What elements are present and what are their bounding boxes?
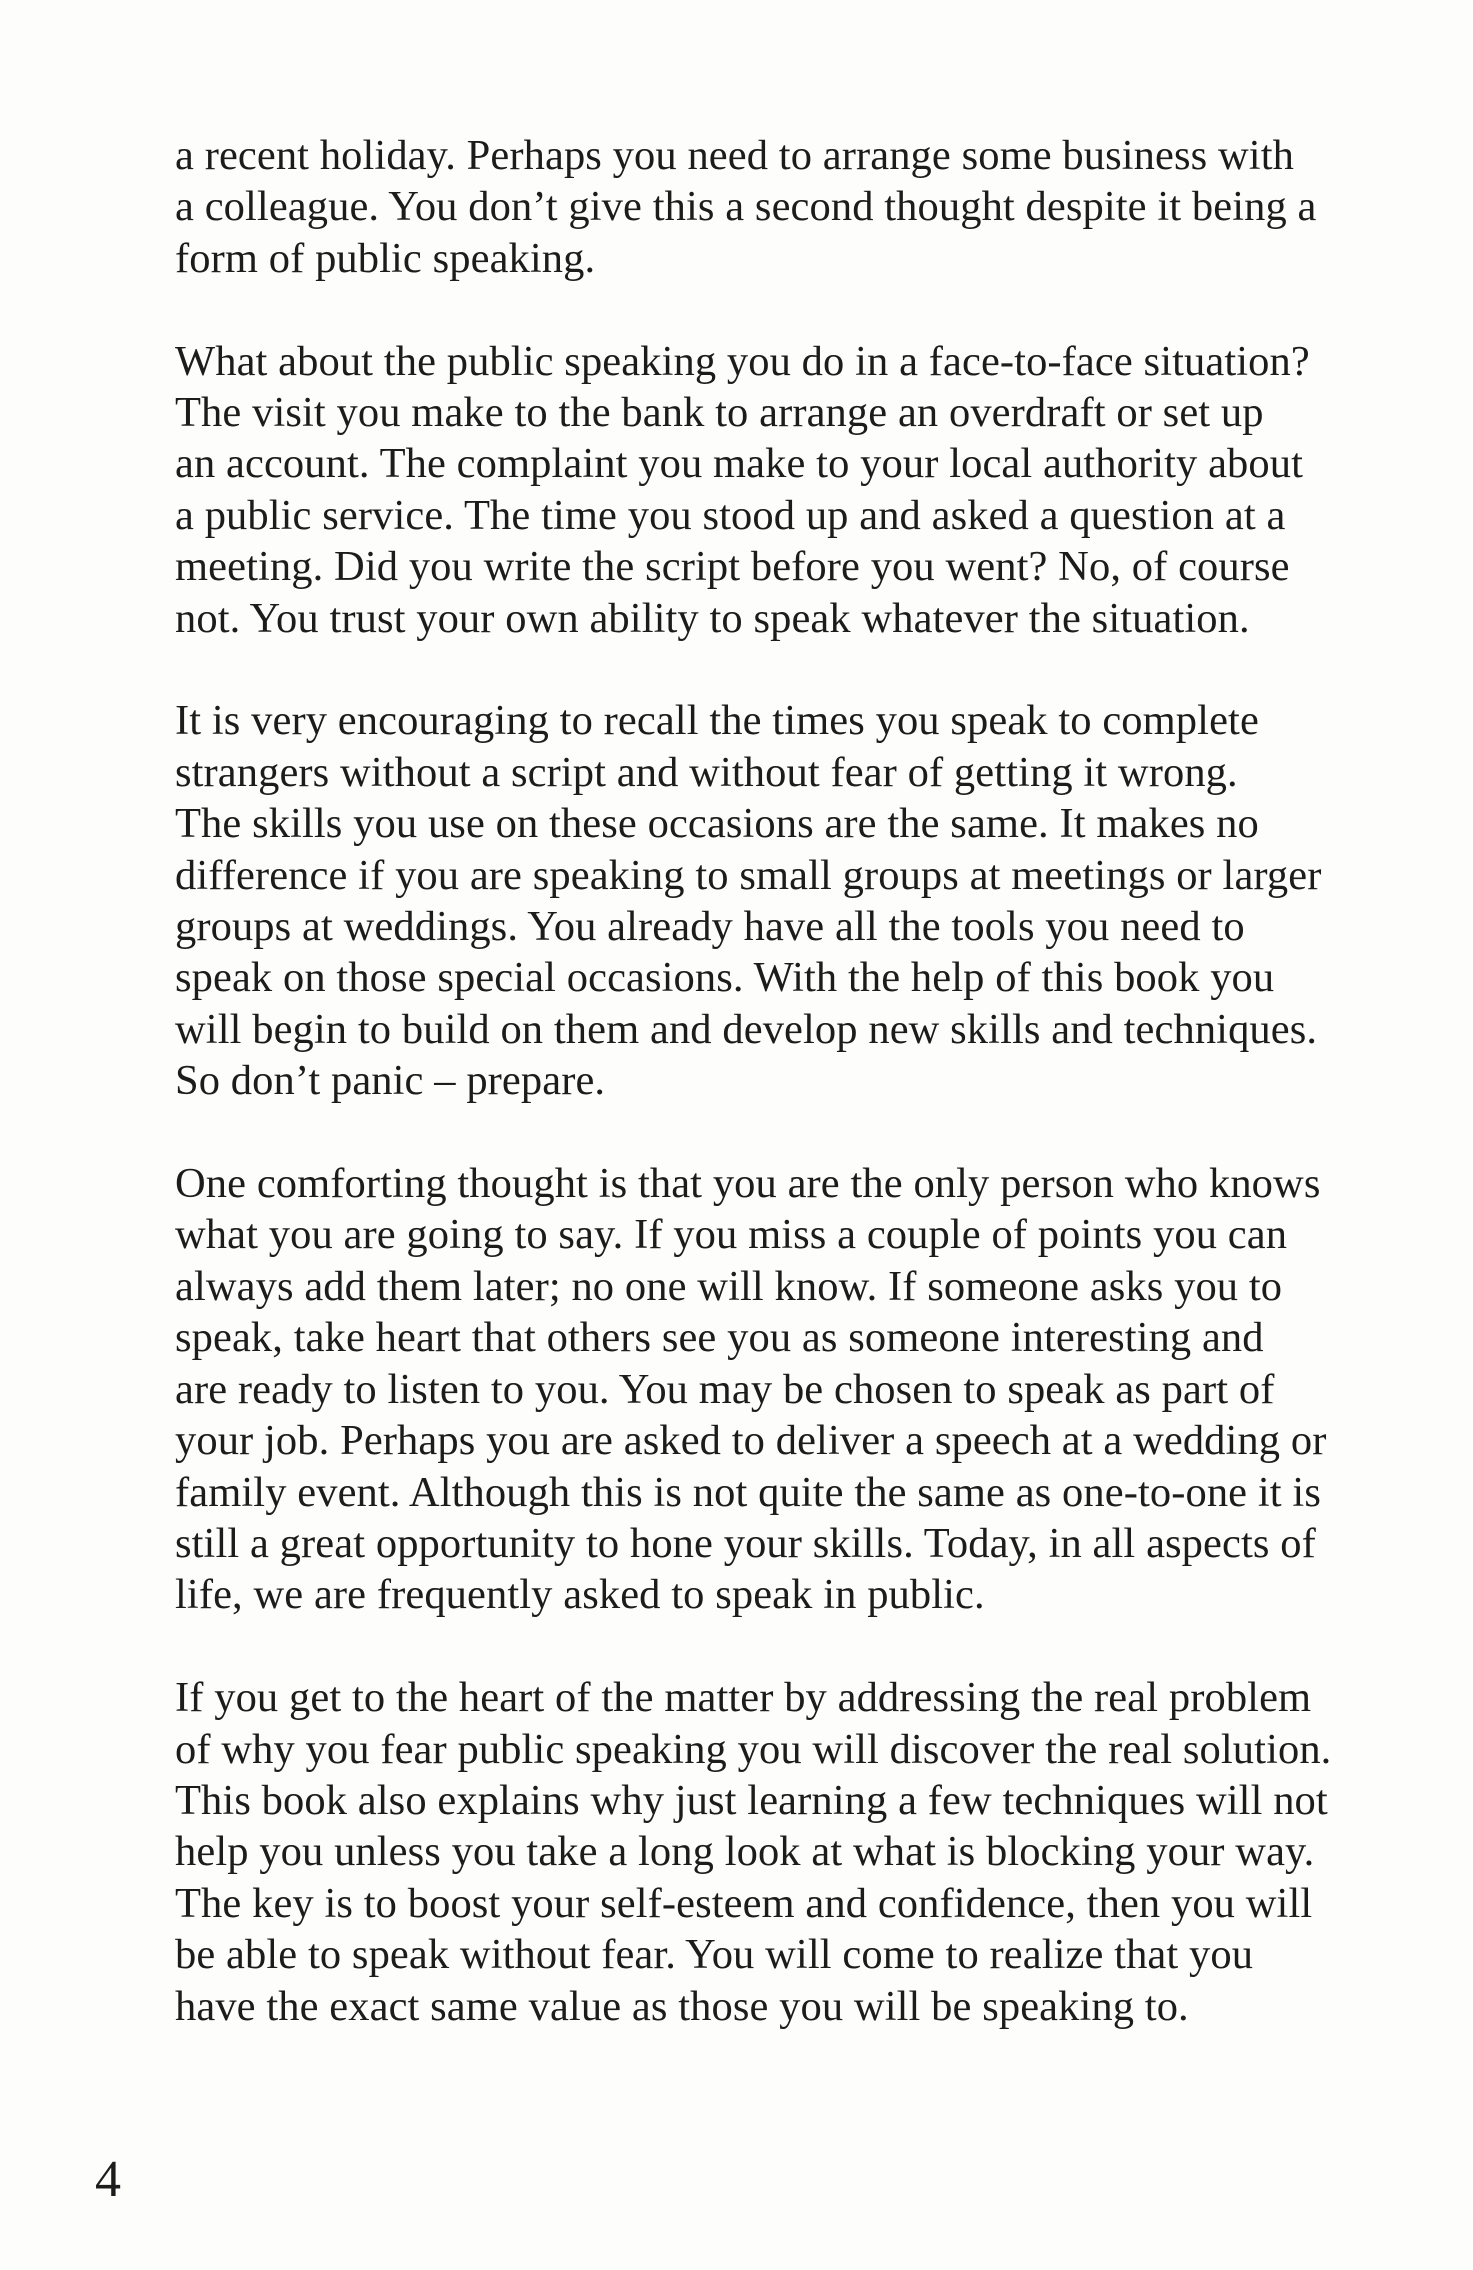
text-line: So don’t panic – prepare. — [175, 1057, 606, 1105]
text-line: an account. The complaint you make to your local authority about — [175, 440, 1304, 488]
text-line: be able to speak without fear. You will come to realize that you — [175, 1931, 1254, 1979]
text-line: family event. Although this is not quite the same as one-to-one it is — [175, 1468, 1321, 1516]
text-line: What about the public speaking you do in a face-to-face situation? — [175, 337, 1310, 385]
text-line: strangers without a script and without fear of getting it wrong. — [175, 748, 1238, 796]
text-line: One comforting thought is that you are the only person who knows — [175, 1160, 1321, 1208]
text-line: your job. Perhaps you are asked to deliver a speech at a wedding or — [175, 1417, 1327, 1465]
text-line: help you unless you take a long look at what is blocking your way. — [175, 1828, 1315, 1876]
paragraph-1 — [175, 130, 1385, 284]
paragraph-3 — [175, 695, 1385, 1106]
text-line: This book also explains why just learning a few techniques will not — [175, 1776, 1328, 1824]
paragraph-2 — [175, 336, 1385, 644]
text-line: difference if you are speaking to small groups at meetings or larger — [175, 851, 1322, 899]
text-line: a colleague. You don’t give this a second thought despite it being a — [175, 183, 1317, 231]
text-line: speak, take heart that others see you as someone interesting and — [175, 1314, 1264, 1362]
body-text — [175, 130, 1385, 2083]
text-line: form of public speaking. — [175, 234, 596, 282]
text-line: speak on those special occasions. With the help of this book you — [175, 954, 1275, 1002]
text-line: The visit you make to the bank to arrange an overdraft or set up — [175, 389, 1264, 437]
text-line: life, we are frequently asked to speak in public. — [175, 1571, 985, 1619]
text-line: will begin to build on them and develop new skills and techniques. — [175, 1005, 1318, 1053]
text-line: a recent holiday. Perhaps you need to arrange some business with — [175, 132, 1294, 179]
text-line: If you get to the heart of the matter by addressing the real problem — [175, 1674, 1312, 1722]
text-line: The key is to boost your self-esteem and confidence, then you will — [175, 1879, 1313, 1927]
text-line: are ready to listen to you. You may be chosen to speak as part of — [175, 1365, 1275, 1413]
text-line: have the exact same value as those you will be speaking to. — [175, 1982, 1189, 2030]
text-line: not. You trust your own ability to speak whatever the situation. — [175, 594, 1250, 642]
text-line: The skills you use on these occasions are the same. It makes no — [175, 800, 1259, 848]
page-number: 4 — [95, 2151, 121, 2208]
text-line: a public service. The time you stood up and asked a question at a — [175, 491, 1286, 539]
paragraph-5 — [175, 1672, 1385, 2032]
text-line: still a great opportunity to hone your skills. Today, in all aspects of — [175, 1519, 1316, 1567]
text-line: groups at weddings. You already have all the tools you need to — [175, 903, 1245, 951]
text-line: what you are going to say. If you miss a couple of points you can — [175, 1211, 1288, 1259]
text-line: of why you fear public speaking you will discover the real solution. — [175, 1725, 1332, 1773]
text-line: It is very encouraging to recall the times you speak to complete — [175, 697, 1259, 745]
paragraph-4 — [175, 1158, 1385, 1621]
text-line: meeting. Did you write the script before you went? No, of course — [175, 543, 1290, 591]
text-line: always add them later; no one will know. If someone asks you to — [175, 1262, 1283, 1310]
